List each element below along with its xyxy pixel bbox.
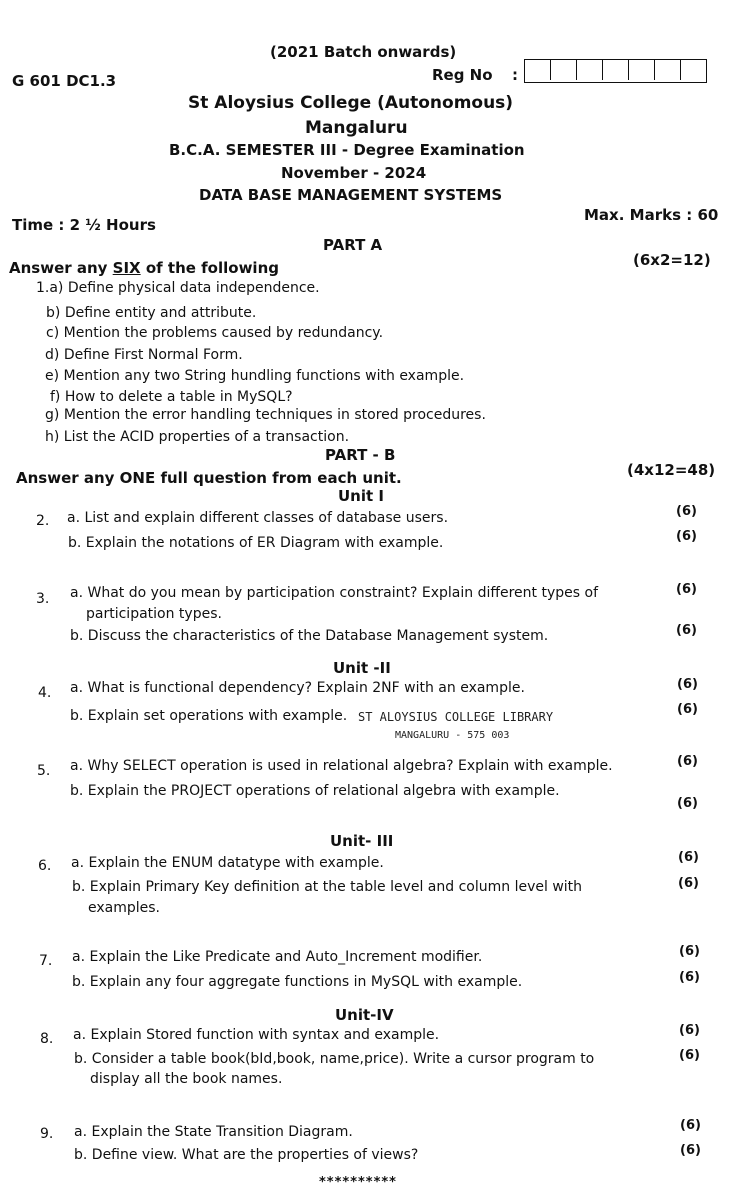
question-part-b: b. Define view. What are the properties of views? (74, 1147, 419, 1163)
question-part-b: b. Consider a table book(bId,book, name,price). Write a cursor program to (74, 1051, 595, 1067)
item-label: h) (45, 429, 60, 445)
item-text: How to delete a table in MySQL? (64, 389, 293, 405)
question-marks: (6) (678, 850, 699, 865)
item-label: d) (45, 347, 60, 363)
question-number: 3. (36, 591, 50, 607)
unit-heading: Unit- III (330, 832, 394, 850)
question-part-a: a. Explain the Like Predicate and Auto_Increment modifier. (72, 949, 483, 965)
question-part-b: b. Explain the notations of ER Diagram with example. (68, 535, 444, 551)
item-text: Mention the problems caused by redundancy. (63, 325, 384, 341)
item-label: f) (50, 389, 61, 405)
instruction-text: Answer any (9, 259, 113, 277)
question-number: 2. (36, 513, 50, 529)
item-label: 1.a) (36, 280, 64, 296)
question-marks: (6) (677, 754, 698, 769)
part-a-item (46, 305, 256, 321)
exam-session: November - 2024 (281, 164, 427, 182)
reg-no-label: Reg No (432, 66, 493, 84)
item-text: Define physical data independence. (67, 280, 320, 296)
question-number: 7. (39, 953, 53, 969)
question-part-b: b. Explain Primary Key definition at the table level and column level with (72, 879, 583, 895)
item-label: e) (45, 368, 60, 384)
part-a-marks: (6x2=12) (633, 251, 711, 269)
item-label: b) (46, 305, 61, 321)
part-b-title: PART - B (325, 446, 396, 464)
max-marks: Max. Marks : 60 (584, 206, 719, 224)
question-number: 4. (38, 685, 52, 701)
item-text: Mention the error handling techniques in stored procedures. (63, 407, 486, 423)
question-marks: (6) (676, 529, 697, 544)
college-name: St Aloysius College (Autonomous) (188, 93, 514, 113)
question-part-b: b. Discuss the characteristics of the Database Management system. (70, 628, 549, 644)
question-part-a: a. What is functional dependency? Explain 2NF with an example. (70, 680, 525, 696)
part-b-instruction: Answer any ONE full question from each unit. (16, 469, 402, 487)
question-marks: (6) (679, 1023, 700, 1038)
reg-box[interactable] (525, 60, 551, 80)
question-part-b: b. Explain set operations with example. (70, 708, 348, 724)
question-marks: (6) (678, 876, 699, 891)
part-a-item (45, 368, 464, 384)
item-text: List the ACID properties of a transaction. (63, 429, 350, 445)
question-part-a: a. What do you mean by participation constraint? Explain different types of (70, 585, 598, 601)
reg-box[interactable] (603, 60, 629, 80)
part-a-title: PART A (323, 236, 383, 254)
question-part-a: a. List and explain different classes of database users. (67, 510, 449, 526)
exam-title: B.C.A. SEMESTER III - Degree Examination (169, 141, 525, 159)
subject-title: DATA BASE MANAGEMENT SYSTEMS (199, 186, 503, 204)
part-a-item (46, 325, 383, 341)
unit-heading: Unit -II (333, 659, 391, 677)
reg-no-colon: : (512, 66, 518, 84)
question-part-b: b. Explain any four aggregate functions in MySQL with example. (72, 974, 523, 990)
item-label: c) (46, 325, 60, 341)
question-marks: (6) (676, 582, 697, 597)
question-marks: (6) (676, 504, 697, 519)
question-part-b: b. Explain the PROJECT operations of relational algebra with example. (70, 783, 560, 799)
question-marks: (6) (679, 970, 700, 985)
library-stamp-line1: ST ALOYSIUS COLLEGE LIBRARY (358, 710, 554, 724)
question-marks: (6) (676, 623, 697, 638)
question-number: 6. (38, 858, 52, 874)
question-marks: (6) (677, 702, 698, 717)
question-marks: (6) (680, 1143, 701, 1158)
part-a-item (36, 280, 320, 296)
library-stamp-line2: MANGALURU - 575 003 (395, 730, 510, 741)
item-text: Mention any two String hundling functions with example. (63, 368, 465, 384)
question-marks: (6) (679, 1048, 700, 1063)
reg-no-boxes[interactable] (524, 59, 707, 83)
question-part-a: a. Explain the State Transition Diagram. (74, 1124, 353, 1140)
question-part-b-cont: display all the book names. (90, 1071, 283, 1087)
unit-heading: Unit-IV (335, 1006, 394, 1024)
question-part-a-cont: participation types. (86, 606, 222, 622)
item-label: g) (45, 407, 60, 423)
batch-note: (2021 Batch onwards) (270, 43, 457, 61)
question-marks: (6) (677, 677, 698, 692)
instruction-keyword: SIX (112, 259, 141, 277)
reg-box[interactable] (629, 60, 655, 80)
question-part-a: a. Explain the ENUM datatype with example. (71, 855, 384, 871)
question-marks: (6) (677, 796, 698, 811)
part-a-instruction (9, 259, 279, 277)
question-number: 8. (40, 1031, 54, 1047)
question-part-a: a. Why SELECT operation is used in relational algebra? Explain with example. (70, 758, 613, 774)
reg-box[interactable] (655, 60, 681, 80)
part-a-item (45, 407, 486, 423)
part-a-item (45, 429, 349, 445)
time-allowed: Time : 2 ½ Hours (12, 216, 156, 234)
question-number: 9. (40, 1126, 54, 1142)
paper-code: G 601 DC1.3 (12, 72, 117, 90)
end-marker: ********** (319, 1175, 397, 1190)
instruction-text: of the following (140, 259, 279, 277)
question-marks: (6) (679, 944, 700, 959)
part-b-marks: (4x12=48) (627, 461, 716, 479)
question-part-b-cont: examples. (88, 900, 161, 916)
college-city: Mangaluru (305, 118, 408, 138)
question-number: 5. (37, 763, 51, 779)
reg-box[interactable] (577, 60, 603, 80)
question-part-a: a. Explain Stored function with syntax and example. (73, 1027, 440, 1043)
item-text: Define First Normal Form. (63, 347, 243, 363)
reg-box[interactable] (551, 60, 577, 80)
item-text: Define entity and attribute. (64, 305, 257, 321)
question-marks: (6) (680, 1118, 701, 1133)
part-a-item (50, 389, 293, 405)
part-a-item (45, 347, 243, 363)
unit-heading: Unit I (338, 487, 384, 505)
reg-box[interactable] (681, 60, 706, 80)
